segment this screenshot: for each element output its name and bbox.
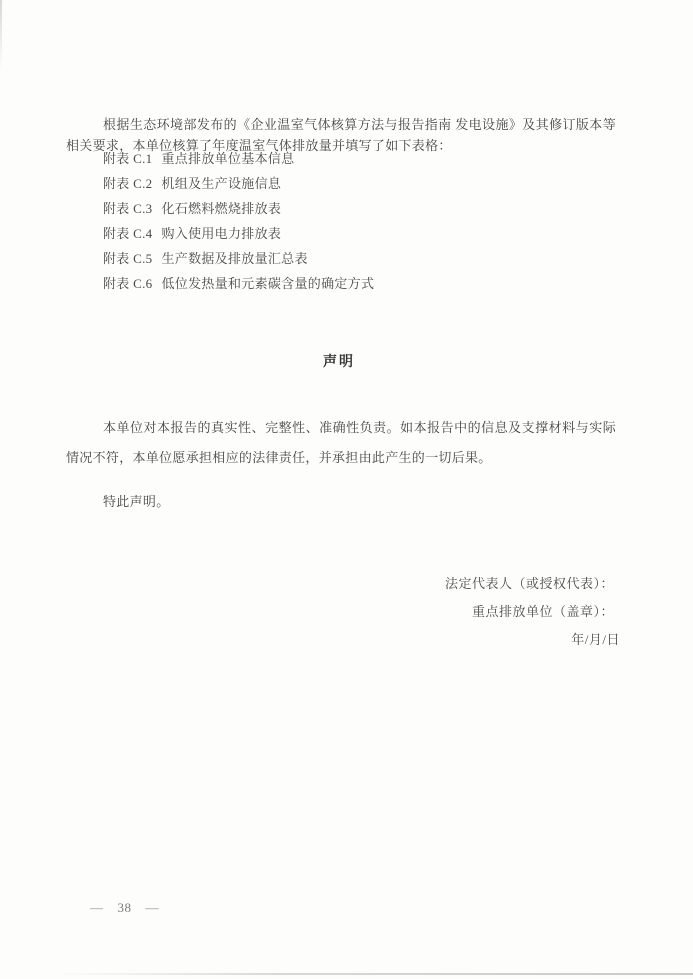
appendix-item-c4 <box>103 221 583 246</box>
scan-artifact-left-edge <box>0 0 2 70</box>
signature-date: 年/月/日 <box>571 632 620 647</box>
declaration-paragraph: 本单位对本报告的真实性、完整性、准确性负责。如本报告中的信息及支撑材料与实际情况不符，本单位愿承担相应的法律责任，并承担由此产生的一切后果。 <box>66 420 616 465</box>
appendix-item-c1 <box>103 146 583 171</box>
appendix-item-c3 <box>103 196 583 221</box>
signature-emission-unit: 重点排放单位（盖章）： <box>471 604 614 619</box>
scan-artifact-bottom-edge <box>55 973 693 975</box>
appendix-item-label: 附表 C.5 <box>103 251 153 266</box>
appendix-item-c6 <box>103 271 583 296</box>
appendix-item-label: 附表 C.4 <box>103 226 153 241</box>
appendix-item-title: 重点排放单位基本信息 <box>161 151 295 166</box>
appendix-item-title: 低位发热量和元素碳含量的确定方式 <box>161 276 375 291</box>
appendix-item-label: 附表 C.1 <box>103 151 153 166</box>
page-number-footer <box>90 900 159 916</box>
appendix-item-title: 化石燃料燃烧排放表 <box>161 201 282 216</box>
appendix-table-list <box>103 146 583 296</box>
footer-left-dash: — <box>90 900 104 915</box>
appendix-item-title: 购入使用电力排放表 <box>161 226 282 241</box>
declaration-heading: 声明 <box>323 355 355 370</box>
appendix-item-title: 生产数据及排放量汇总表 <box>161 251 308 266</box>
footer-page-number: 38 <box>117 900 132 915</box>
appendix-item-label: 附表 C.2 <box>103 176 153 191</box>
signature-block <box>66 570 620 654</box>
signature-legal-representative: 法定代表人（或授权代表）： <box>444 576 614 591</box>
appendix-item-c2 <box>103 171 583 196</box>
appendix-item-c5 <box>103 246 583 271</box>
appendix-item-title: 机组及生产设施信息 <box>161 176 282 191</box>
footer-right-dash: — <box>145 900 159 915</box>
intro-paragraph: 根据生态环境部发布的《企业温室气体核算方法与报告指南 发电设施》及其修订版本等相关要求，本单位核算了年度温室气体排放量并填写了如下表格： <box>66 117 616 153</box>
declaration-closing: 特此声明。 <box>103 494 170 509</box>
appendix-item-label: 附表 C.3 <box>103 201 153 216</box>
appendix-item-label: 附表 C.6 <box>103 276 153 291</box>
